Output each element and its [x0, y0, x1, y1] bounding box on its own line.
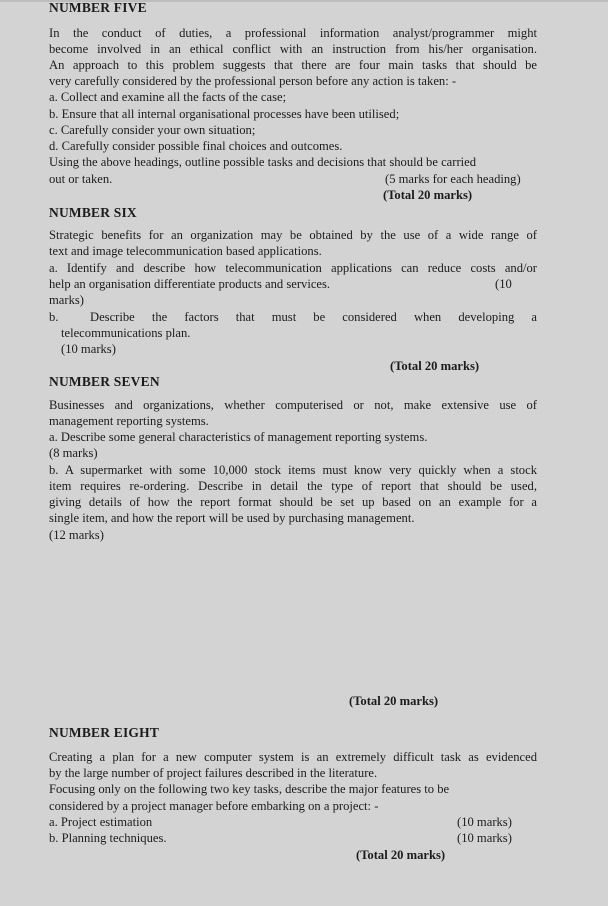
section-five-item: a. Collect and examine all the facts of the case;: [49, 90, 287, 104]
section-seven-heading: NUMBER SEVEN: [49, 374, 160, 389]
section-five-item: c. Carefully consider your own situation;: [49, 123, 256, 137]
section-six-line: help an organisation differentiate products and services.: [49, 277, 331, 291]
section-five-item: d. Carefully consider possible final choices and outcomes.: [49, 139, 343, 153]
section-six-item: Describe the factors that must be considered when developing a: [90, 310, 537, 324]
section-five-line: Using the above headings, outline possible tasks and decisions that should be carried: [49, 155, 477, 169]
section-seven-marks: (8 marks): [49, 446, 98, 460]
section-seven-line: Businesses and organizations, whether computerised or not, make extensive use of: [49, 398, 537, 412]
section-six-heading: NUMBER SIX: [49, 205, 137, 220]
section-five-item: b. Ensure that all internal organisational processes have been utilised;: [49, 107, 400, 121]
section-seven-total: (Total 20 marks): [349, 694, 439, 708]
section-six-marks: (10: [495, 277, 512, 291]
section-five-total: (Total 20 marks): [383, 188, 473, 202]
section-eight-line: Creating a plan for a new computer system is an extremely difficult task as evidenced: [49, 750, 537, 764]
section-eight-marks: (10 marks): [457, 815, 512, 829]
section-five-line: An approach to this problem suggests that there are four main tasks that should be: [49, 58, 537, 72]
section-six-line: Strategic benefits for an organization may be obtained by the use of a wide range of: [49, 228, 537, 242]
section-eight-total: (Total 20 marks): [356, 848, 446, 862]
section-five-line: very carefully considered by the professional person before any action is taken: -: [49, 74, 457, 88]
section-seven-item: a. Describe some general characteristics of management reporting systems.: [49, 430, 428, 444]
section-five-marks-note: (5 marks for each heading): [385, 172, 521, 186]
section-five-line: become involved in an ethical conflict with an instruction from his/her organisation.: [49, 42, 537, 56]
section-six-line: telecommunications plan.: [61, 326, 191, 340]
section-six-item: a. Identify and describe how telecommunication applications can reduce costs and/or: [49, 261, 537, 275]
section-eight-line: by the large number of project failures described in the literature.: [49, 766, 378, 780]
section-eight-line: Focusing only on the following two key tasks, describe the major features to be: [49, 782, 450, 796]
section-six-line: text and image telecommunication based applications.: [49, 244, 322, 258]
section-eight-marks: (10 marks): [457, 831, 512, 845]
section-seven-marks: (12 marks): [49, 528, 104, 542]
section-eight-line: considered by a project manager before embarking on a project: -: [49, 799, 379, 813]
section-five-line: In the conduct of duties, a professional information analyst/programmer might: [49, 26, 537, 40]
section-eight-heading: NUMBER EIGHT: [49, 725, 160, 740]
section-five-line: out or taken.: [49, 172, 113, 186]
section-seven-item: b. A supermarket with some 10,000 stock items must know very quickly when a stock: [49, 463, 537, 477]
section-seven-line: item requires re-ordering. Describe in detail the type of report that should be used,: [49, 479, 537, 493]
section-six-marks: (10 marks): [61, 342, 116, 356]
section-eight-item: b. Planning techniques.: [49, 831, 167, 845]
section-six-marks: marks): [49, 293, 84, 307]
section-six-total: (Total 20 marks): [390, 359, 480, 373]
section-six-item-label: b.: [49, 310, 59, 324]
section-seven-line: single item, and how the report will be used by purchasing management.: [49, 511, 415, 525]
section-five-heading: NUMBER FIVE: [49, 0, 147, 15]
section-eight-item: a. Project estimation: [49, 815, 153, 829]
section-seven-line: giving details of how the report format should be set up based on an example for a: [49, 495, 537, 509]
section-seven-line: management reporting systems.: [49, 414, 209, 428]
